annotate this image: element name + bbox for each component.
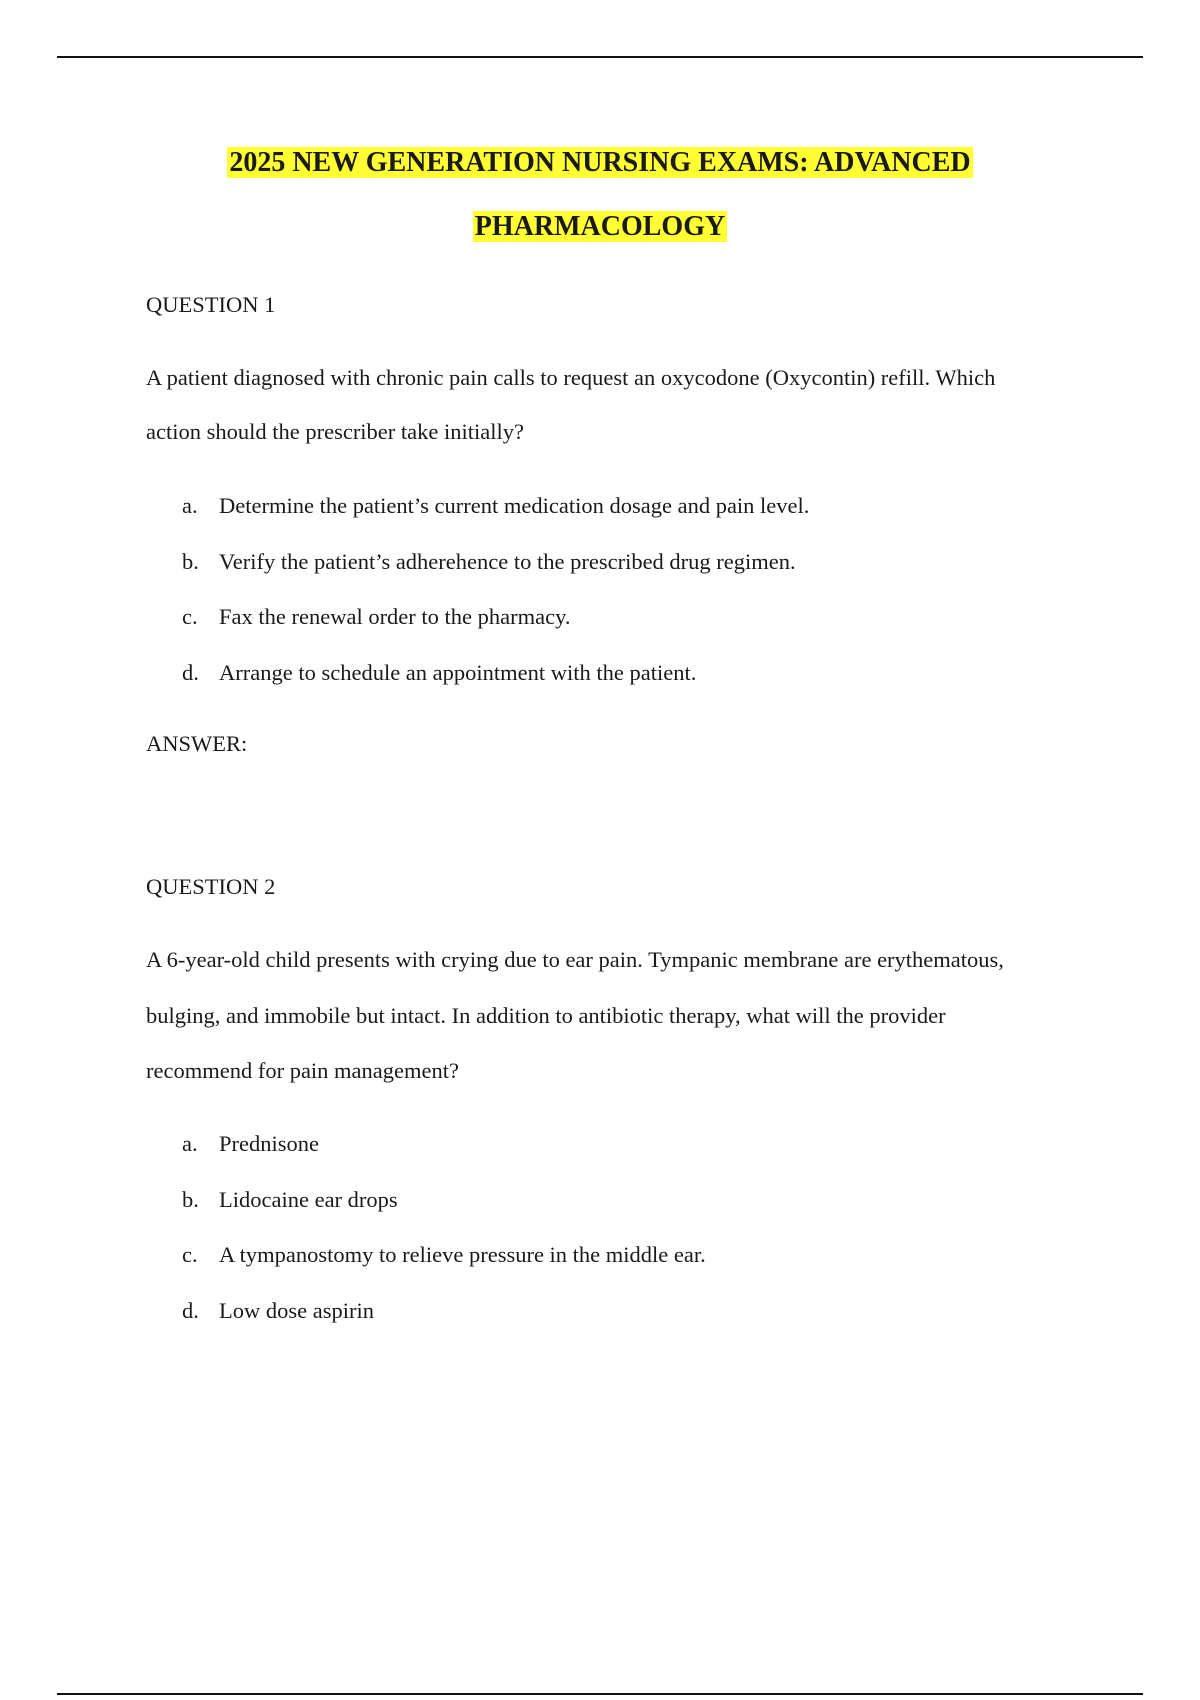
question-1-option-c-letter: c.	[182, 604, 198, 629]
document-title-line-1: 2025 NEW GENERATION NURSING EXAMS: ADVANCED	[229, 147, 971, 178]
question-1-option-d: Arrange to schedule an appointment with the patient.	[219, 660, 697, 685]
question-1-text-line-2: action should the prescriber take initially?	[146, 419, 524, 444]
top-rule	[57, 56, 1143, 58]
question-2-option-d: Low dose aspirin	[219, 1298, 374, 1323]
question-2-heading: QUESTION 2	[146, 874, 276, 899]
question-1-option-b: Verify the patient’s adherehence to the prescribed drug regimen.	[219, 549, 796, 574]
question-2-text-line-1: A 6-year-old child presents with crying due to ear pain. Tympanic membrane are erythematous,	[146, 947, 1004, 972]
document-title-line-2: PHARMACOLOGY	[474, 211, 726, 242]
question-1-answer-label: ANSWER:	[146, 731, 248, 756]
question-1-option-a-letter: a.	[182, 493, 198, 518]
question-2-text-line-2: bulging, and immobile but intact. In addition to antibiotic therapy, what will the provider	[146, 1003, 946, 1028]
question-1-option-d-letter: d.	[182, 660, 199, 685]
question-1-option-c: Fax the renewal order to the pharmacy.	[219, 604, 571, 629]
question-2-option-d-letter: d.	[182, 1298, 199, 1323]
bottom-rule	[57, 1693, 1143, 1695]
question-2-option-b: Lidocaine ear drops	[219, 1187, 398, 1212]
question-1-text-line-1: A patient diagnosed with chronic pain calls to request an oxycodone (Oxycontin) refill. Which	[146, 365, 996, 390]
question-1-option-a: Determine the patient’s current medication dosage and pain level.	[219, 493, 810, 518]
question-2-option-a: Prednisone	[219, 1131, 319, 1156]
question-1-option-b-letter: b.	[182, 549, 199, 574]
question-2-option-a-letter: a.	[182, 1131, 198, 1156]
question-2-option-b-letter: b.	[182, 1187, 199, 1212]
question-1-heading: QUESTION 1	[146, 292, 276, 317]
question-2-option-c: A tympanostomy to relieve pressure in the middle ear.	[219, 1242, 706, 1267]
question-2-option-c-letter: c.	[182, 1242, 198, 1267]
question-2-text-line-3: recommend for pain management?	[146, 1058, 459, 1083]
